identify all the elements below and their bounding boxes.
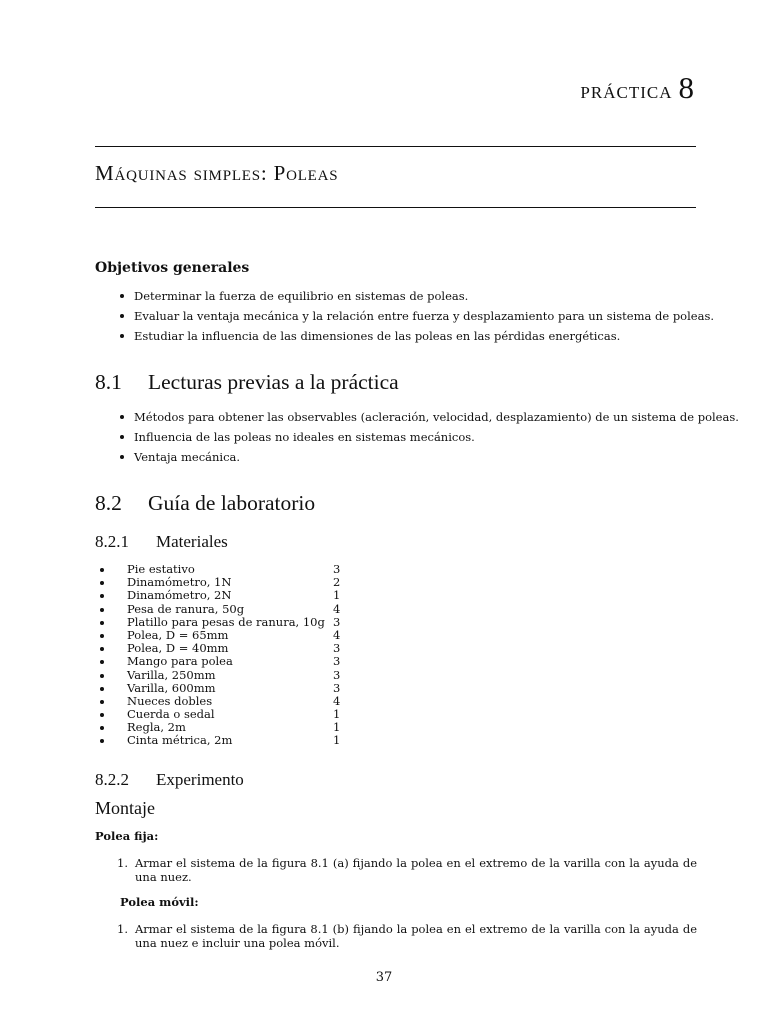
section-title: Guía de laboratorio [148, 491, 316, 515]
subsection-number: 8.2.1 [95, 532, 129, 551]
material-name: Polea, D = 40mm [127, 641, 229, 656]
bullet-icon [100, 726, 104, 730]
bullet-icon [100, 674, 104, 678]
montaje-heading: Montaje [95, 798, 155, 818]
material-name: Dinamómetro, 1N [127, 575, 232, 590]
step-number: 1. [117, 922, 128, 936]
bullet-icon [100, 687, 104, 691]
step-text: Armar el sistema de la figura 8.1 (b) fijando la polea en el extremo de la varilla con la ayuda de una nuez e incluir una polea móvil. [135, 922, 697, 950]
list-item-text: Estudiar la influencia de las dimensiones de las poleas en las pérdidas energéticas. [134, 329, 621, 343]
subsection-heading [95, 770, 244, 790]
material-quantity: 3 [333, 562, 341, 576]
list-item-text: Determinar la fuerza de equilibrio en sistemas de poleas. [134, 289, 469, 303]
material-quantity: 1 [333, 733, 341, 748]
bullet-icon [100, 568, 104, 572]
section-title: Lecturas previas a la práctica [148, 370, 399, 394]
list-item-text: Evaluar la ventaja mecánica y la relación entre fuerza y desplazamiento para un sistema de poleas. [134, 309, 715, 323]
objectives-heading: Objetivos generales [95, 260, 250, 276]
subsection-title: Materiales [156, 532, 228, 551]
chapter-word: práctica [580, 78, 673, 104]
step-item [117, 856, 697, 884]
section-heading [95, 370, 399, 395]
title-rule-top [95, 146, 696, 147]
section-heading [95, 491, 315, 516]
material-name: Platillo para pesas de ranura, 10g [127, 614, 325, 629]
material-name: Varilla, 600mm [127, 680, 216, 695]
material-name: Nueces dobles [127, 693, 213, 708]
list-item [120, 427, 739, 447]
bullet-icon [100, 608, 104, 612]
chapter-title: Máquinas simples: Poleas [95, 161, 339, 185]
step-number: 1. [117, 856, 128, 870]
bullet-icon [100, 647, 104, 651]
material-name: Cinta métrica, 2m [127, 733, 233, 748]
title-rule-bottom [95, 207, 696, 208]
material-quantity: 3 [333, 641, 341, 656]
list-item [120, 286, 714, 306]
page-number: 37 [375, 970, 393, 985]
bullet-icon [100, 594, 104, 598]
list-item [120, 326, 714, 346]
material-quantity: 1 [333, 588, 341, 603]
section-number: 8.2 [95, 491, 122, 515]
step-item [117, 922, 697, 950]
material-name: Regla, 2m [127, 720, 186, 735]
step-text: Armar el sistema de la figura 8.1 (a) fijando la polea en el extremo de la varilla con la ayuda de una nuez. [135, 856, 697, 884]
material-quantity: 3 [333, 654, 341, 669]
bullet-icon [120, 334, 124, 338]
subsection-heading [95, 532, 228, 552]
bullet-icon [120, 294, 124, 298]
bullet-icon [120, 455, 124, 459]
material-quantity: 4 [333, 693, 341, 708]
list-item-text: Influencia de las poleas no ideales en sistemas mecánicos. [134, 430, 475, 444]
material-quantity: 4 [333, 627, 341, 642]
fixed-pulley-heading: Polea fija: [95, 829, 159, 843]
bullet-icon [100, 581, 104, 585]
chapter-number: 8 [678, 70, 695, 105]
readings-list [120, 407, 739, 467]
material-quantity: 3 [333, 614, 341, 629]
bullet-icon [100, 660, 104, 664]
list-item-text: Ventaja mecánica. [134, 450, 241, 464]
subsection-number: 8.2.2 [95, 770, 129, 789]
bullet-icon [100, 739, 104, 743]
material-name: Varilla, 250mm [127, 667, 216, 682]
material-name: Pie estativo [127, 562, 195, 576]
bullet-icon [120, 314, 124, 318]
material-quantity: 1 [333, 707, 341, 722]
list-item [120, 306, 714, 326]
material-name: Pesa de ranura, 50g [127, 601, 245, 616]
section-number: 8.1 [95, 370, 122, 394]
material-quantity: 1 [333, 720, 341, 735]
bullet-icon [100, 634, 104, 638]
subsection-title: Experimento [156, 770, 244, 789]
material-quantity: 3 [333, 680, 341, 695]
mobile-pulley-heading: Polea móvil: [120, 895, 199, 909]
list-item [120, 447, 739, 467]
material-quantity: 2 [333, 575, 341, 590]
material-quantity: 3 [333, 667, 341, 682]
list-item [120, 407, 739, 427]
objectives-list [120, 286, 714, 346]
material-name: Cuerda o sedal [127, 707, 215, 722]
bullet-icon [120, 415, 124, 419]
chapter-label [580, 70, 695, 106]
material-name: Dinamómetro, 2N [127, 588, 232, 603]
list-item-text: Métodos para obtener las observables (acleración, velocidad, desplazamiento) de un sistema de poleas. [134, 410, 739, 424]
bullet-icon [120, 435, 124, 439]
material-name: Mango para polea [127, 654, 233, 669]
bullet-icon [100, 700, 104, 704]
material-name: Polea, D = 65mm [127, 627, 229, 642]
material-quantity: 4 [333, 601, 341, 616]
bullet-icon [100, 621, 104, 625]
bullet-icon [100, 713, 104, 717]
